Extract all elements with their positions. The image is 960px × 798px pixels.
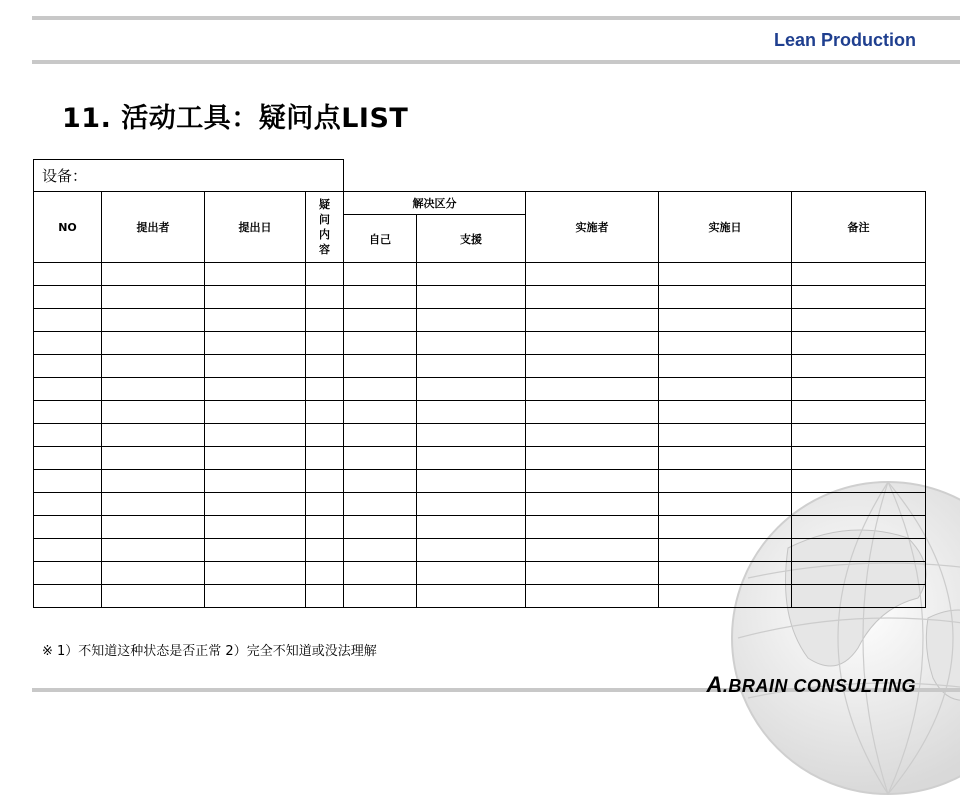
- table-cell: [344, 263, 417, 286]
- table-cell: [344, 332, 417, 355]
- table-cell: [205, 378, 306, 401]
- table-cell: [34, 424, 102, 447]
- table-cell: [526, 309, 659, 332]
- table-cell: [205, 516, 306, 539]
- header-implementation-date: 实施日: [659, 192, 792, 263]
- table-cell: [306, 263, 344, 286]
- table-cell: [526, 447, 659, 470]
- table-cell: [306, 355, 344, 378]
- table-cell: [205, 309, 306, 332]
- table-cell: [659, 447, 792, 470]
- table-cell: [526, 424, 659, 447]
- table-cell: [659, 562, 792, 585]
- table-row: [34, 539, 926, 562]
- table-cell: [205, 263, 306, 286]
- table-cell: [34, 401, 102, 424]
- table-cell: [306, 378, 344, 401]
- header-support: 支援: [417, 215, 526, 263]
- table-cell: [792, 263, 926, 286]
- table-cell: [792, 424, 926, 447]
- header-brand: Lean Production: [773, 30, 916, 50]
- table-cell: [102, 355, 205, 378]
- table-cell: [417, 493, 526, 516]
- table-row: [34, 562, 926, 585]
- table-cell: [417, 585, 526, 608]
- table-cell: [417, 401, 526, 424]
- table-cell: [34, 447, 102, 470]
- table-cell: [344, 309, 417, 332]
- table-cell: [526, 585, 659, 608]
- header-self: 自己: [344, 215, 417, 263]
- table-cell: [417, 562, 526, 585]
- table-cell: [417, 378, 526, 401]
- header-remarks: 备注: [792, 192, 926, 263]
- table-cell: [417, 286, 526, 309]
- table-cell: [417, 355, 526, 378]
- header-rule: [32, 60, 960, 64]
- table-cell: [344, 401, 417, 424]
- table-cell: [526, 470, 659, 493]
- table-cell: [792, 355, 926, 378]
- footer-brand-initial: A: [706, 672, 723, 697]
- footnote: ※ 1）不知道这种状态是否正常 2）完全不知道或没法理解: [42, 644, 377, 659]
- table-cell: [306, 286, 344, 309]
- table-cell: [34, 493, 102, 516]
- table-cell: [102, 516, 205, 539]
- table-cell: [102, 539, 205, 562]
- table-cell: [344, 539, 417, 562]
- table-cell: [34, 539, 102, 562]
- table-cell: [205, 401, 306, 424]
- table-cell: [792, 309, 926, 332]
- table-cell: [34, 470, 102, 493]
- table-cell: [306, 493, 344, 516]
- equipment-row: [34, 160, 926, 192]
- table-cell: [526, 263, 659, 286]
- table-cell: [102, 562, 205, 585]
- table-cell: [344, 286, 417, 309]
- header-proposer: 提出者: [102, 192, 205, 263]
- table-cell: [792, 378, 926, 401]
- table-row: [34, 493, 926, 516]
- table-cell: [102, 447, 205, 470]
- header-row: [34, 192, 926, 215]
- table-cell: [526, 378, 659, 401]
- table-cell: [417, 447, 526, 470]
- table-cell: [344, 562, 417, 585]
- table-row: [34, 263, 926, 286]
- table-cell: [306, 424, 344, 447]
- table-cell: [659, 424, 792, 447]
- table-cell: [417, 470, 526, 493]
- table-row: [34, 309, 926, 332]
- table-cell: [659, 493, 792, 516]
- table-cell: [526, 286, 659, 309]
- table-cell: [102, 470, 205, 493]
- table-cell: [205, 585, 306, 608]
- question-list-table: [33, 159, 926, 608]
- table-cell: [792, 286, 926, 309]
- table-cell: [205, 286, 306, 309]
- footer-brand: [706, 672, 916, 698]
- table-cell: [659, 263, 792, 286]
- table-cell: [102, 401, 205, 424]
- table-cell: [417, 424, 526, 447]
- table-cell: [205, 470, 306, 493]
- table-cell: [344, 516, 417, 539]
- table-cell: [526, 355, 659, 378]
- equipment-label: 设备：: [34, 160, 344, 192]
- table-cell: [34, 378, 102, 401]
- header-solution-category: 解决区分: [344, 192, 526, 215]
- table-cell: [205, 493, 306, 516]
- table-cell: [344, 470, 417, 493]
- page-title: 11. 活动工具：疑问点LIST: [62, 103, 409, 134]
- table-cell: [344, 424, 417, 447]
- table-cell: [417, 516, 526, 539]
- table-cell: [526, 539, 659, 562]
- table-cell: [792, 516, 926, 539]
- table-cell: [34, 585, 102, 608]
- table-row: [34, 286, 926, 309]
- table-row: [34, 447, 926, 470]
- table-cell: [344, 378, 417, 401]
- table-cell: [34, 263, 102, 286]
- table-cell: [205, 332, 306, 355]
- table-cell: [659, 470, 792, 493]
- table-cell: [659, 378, 792, 401]
- footer-brand-rest: .BRAIN CONSULTING: [722, 676, 916, 696]
- table-cell: [659, 286, 792, 309]
- table-cell: [34, 355, 102, 378]
- table-cell: [659, 332, 792, 355]
- table-row: [34, 516, 926, 539]
- table-row: [34, 355, 926, 378]
- table-row: [34, 470, 926, 493]
- table-cell: [102, 585, 205, 608]
- table-cell: [306, 401, 344, 424]
- table-cell: [526, 493, 659, 516]
- table-cell: [417, 263, 526, 286]
- table-cell: [659, 539, 792, 562]
- table-cell: [344, 493, 417, 516]
- table-cell: [526, 562, 659, 585]
- table-cell: [306, 516, 344, 539]
- table-cell: [792, 562, 926, 585]
- table-row: [34, 585, 926, 608]
- table-cell: [102, 309, 205, 332]
- table-cell: [792, 493, 926, 516]
- table-cell: [102, 493, 205, 516]
- table-cell: [659, 516, 792, 539]
- table-cell: [34, 309, 102, 332]
- table-cell: [344, 447, 417, 470]
- header-question-content: [306, 192, 344, 263]
- table-cell: [306, 470, 344, 493]
- table-cell: [205, 355, 306, 378]
- table-row: [34, 401, 926, 424]
- header-proposal-date: 提出日: [205, 192, 306, 263]
- table-row: [34, 378, 926, 401]
- table-cell: [306, 332, 344, 355]
- table-cell: [205, 539, 306, 562]
- table-cell: [344, 355, 417, 378]
- table-cell: [526, 516, 659, 539]
- table-cell: [792, 332, 926, 355]
- table-cell: [205, 447, 306, 470]
- table-cell: [526, 401, 659, 424]
- table-cell: [659, 309, 792, 332]
- table-cell: [659, 355, 792, 378]
- table-cell: [34, 286, 102, 309]
- table-cell: [306, 585, 344, 608]
- header-no: NO: [34, 192, 102, 263]
- table-cell: [417, 309, 526, 332]
- table-cell: [659, 585, 792, 608]
- table-cell: [792, 447, 926, 470]
- table-cell: [102, 378, 205, 401]
- table-cell: [792, 585, 926, 608]
- table-cell: [417, 539, 526, 562]
- table-cell: [306, 447, 344, 470]
- table-cell: [34, 332, 102, 355]
- table-cell: [526, 332, 659, 355]
- table-cell: [102, 286, 205, 309]
- table-cell: [792, 470, 926, 493]
- table-cell: [102, 424, 205, 447]
- table-row: [34, 332, 926, 355]
- table-cell: [792, 539, 926, 562]
- top-rule: [32, 16, 960, 20]
- table-cell: [34, 516, 102, 539]
- table-row: [34, 424, 926, 447]
- table-cell: [205, 424, 306, 447]
- table-cell: [102, 332, 205, 355]
- table-cell: [306, 309, 344, 332]
- header-question-content-text: 疑 问 内 容: [319, 198, 330, 256]
- table-cell: [306, 539, 344, 562]
- table-cell: [417, 332, 526, 355]
- table-cell: [102, 263, 205, 286]
- table-cell: [306, 562, 344, 585]
- table-cell: [34, 562, 102, 585]
- table-cell: [344, 585, 417, 608]
- table-cell: [792, 401, 926, 424]
- table-cell: [659, 401, 792, 424]
- table-cell: [205, 562, 306, 585]
- header-implementer: 实施者: [526, 192, 659, 263]
